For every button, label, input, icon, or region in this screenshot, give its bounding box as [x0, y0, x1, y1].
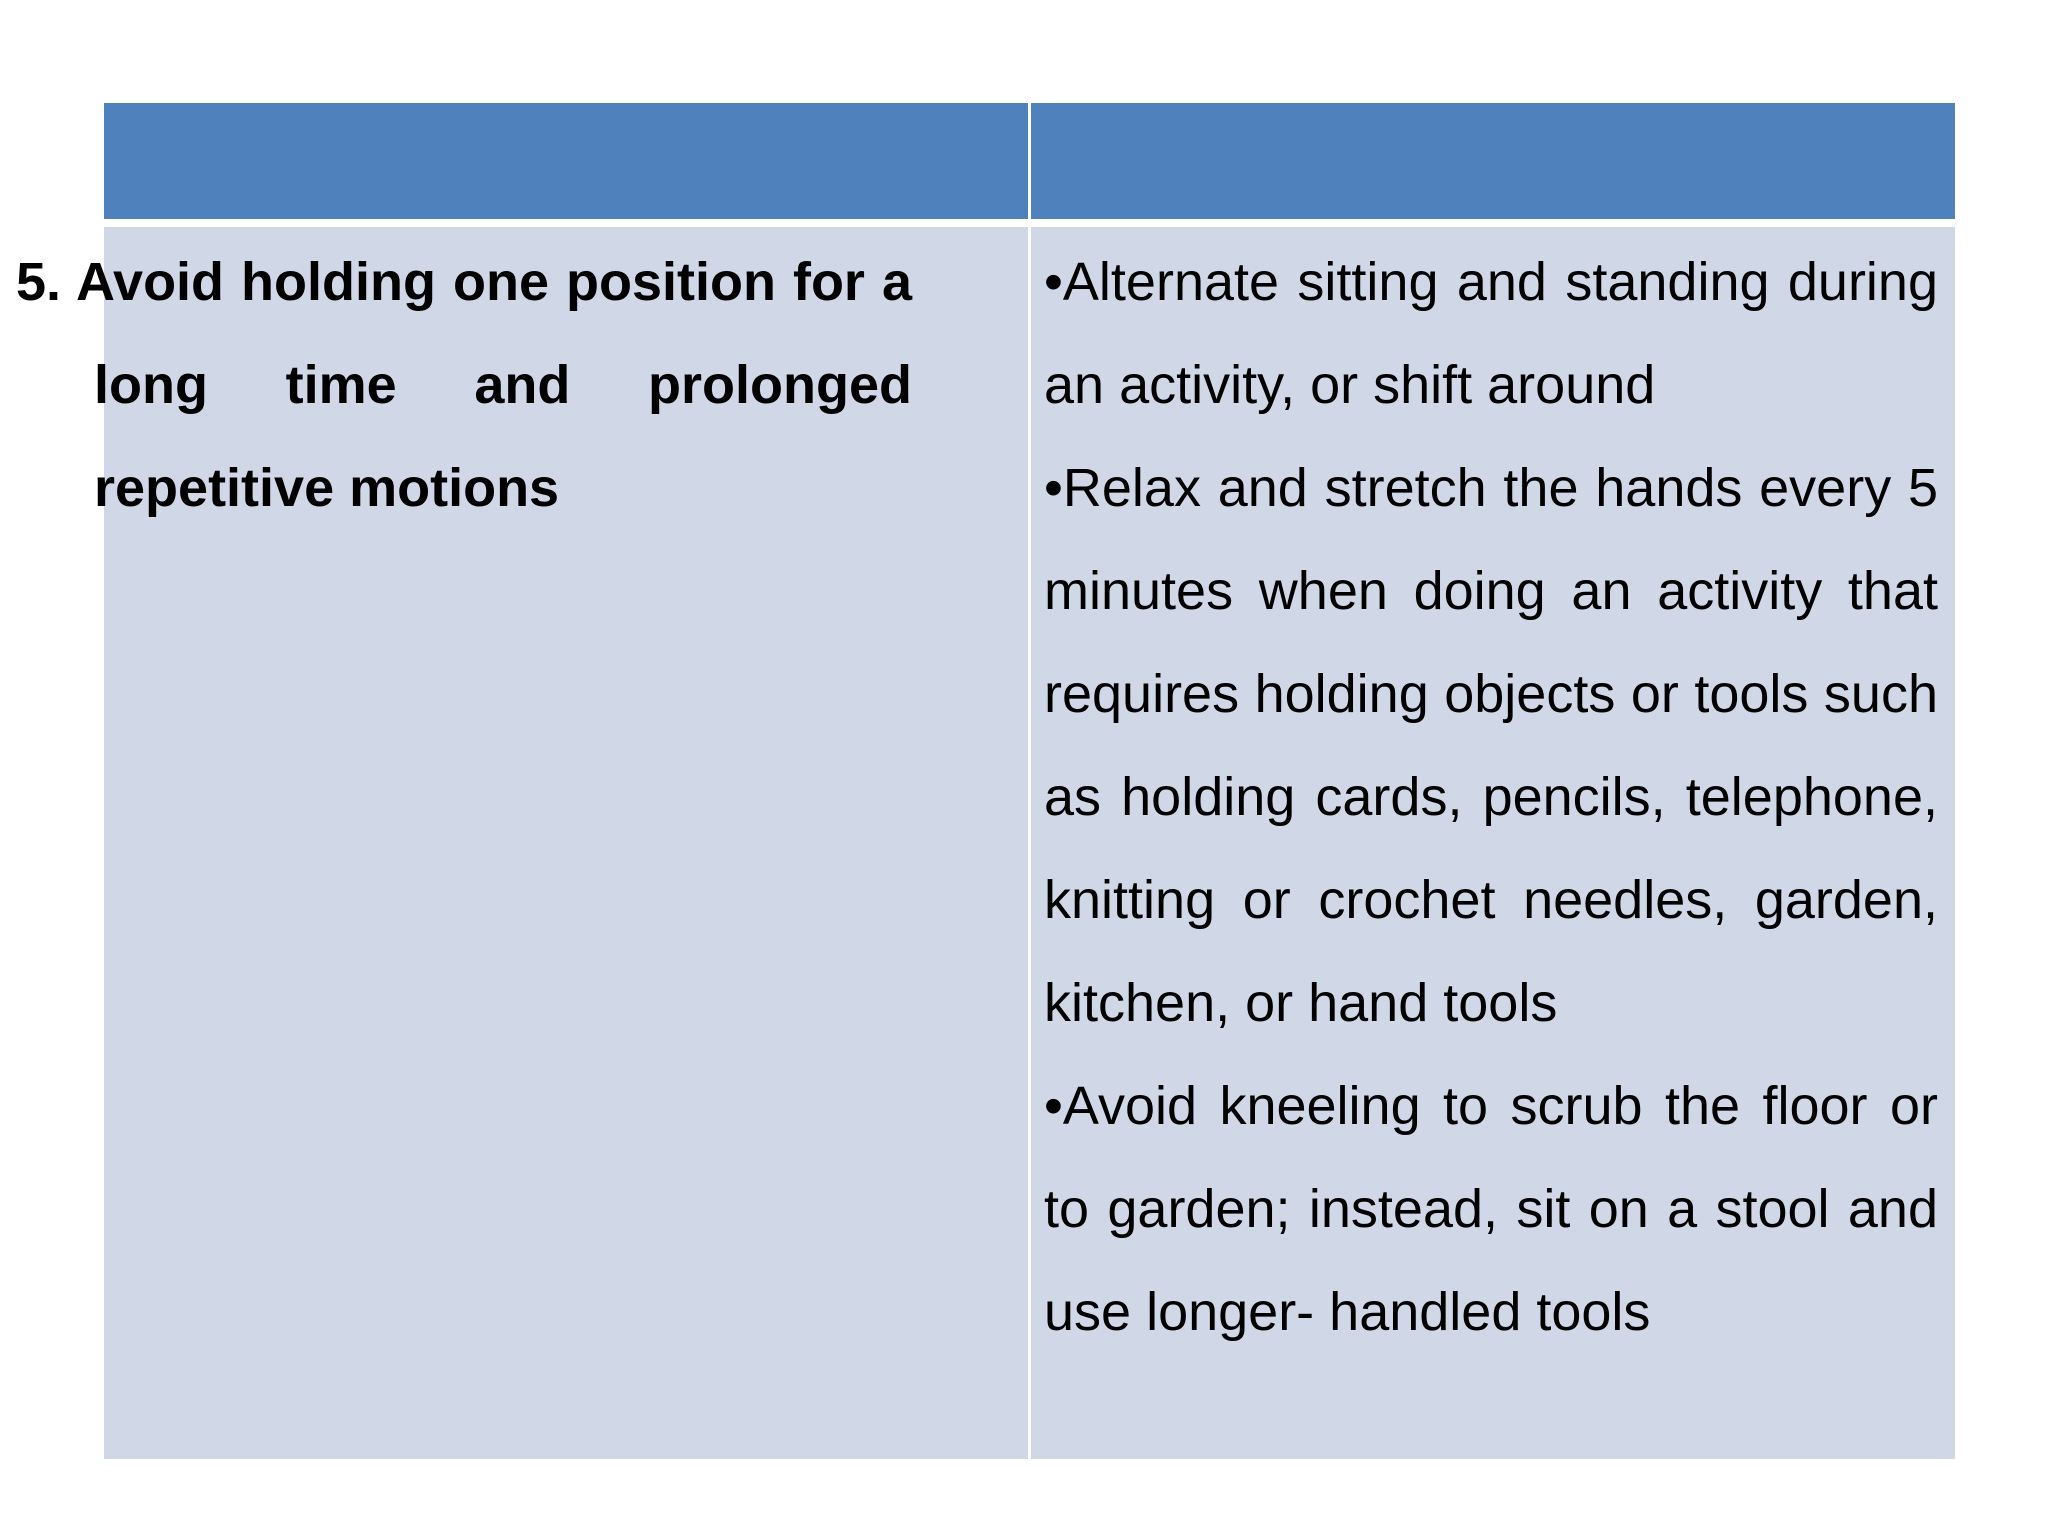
tip-item: •Relax and stretch the hands every 5 minutes when doing an activity that requires holding objects or tools such as holding cards, pencils, telephone, knitting or crochet needles, garden, kitchen, or hand tools [1044, 458, 1938, 1033]
principle-heading: 5. Avoid holding one position for a long time and prolonged repetitive motions [16, 252, 912, 518]
header-cell-principle [104, 103, 1028, 219]
tips-text-block [1044, 231, 1938, 1364]
principle-text-block [16, 231, 912, 540]
table-header-row [104, 103, 1955, 219]
tip-item: •Alternate sitting and standing during an activity, or shift around [1044, 252, 1938, 415]
header-cell-tips [1031, 103, 1955, 219]
tip-item: •Avoid kneeling to scrub the floor or to garden; instead, sit on a stool and use longer- handled tools [1044, 1076, 1938, 1342]
